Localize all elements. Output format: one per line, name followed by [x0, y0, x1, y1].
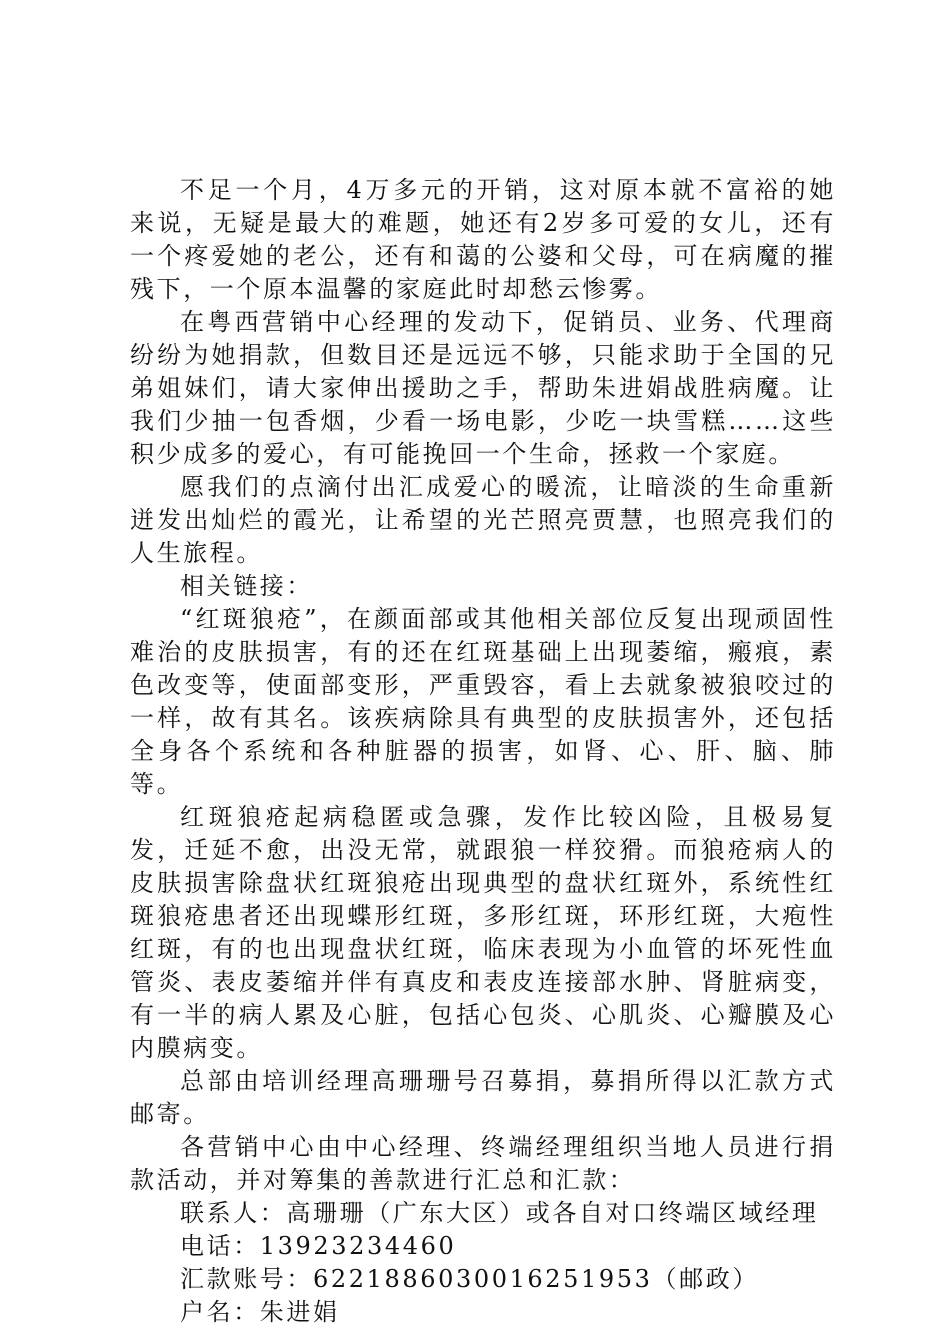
paragraph-donation-appeal: 在粤西营销中心经理的发动下，促销员、业务、代理商纷纷为她捐款，但数目还是远远不够，只能求助于全国的兄弟姐妹们，请大家伸出援助之手，帮助朱进娟战胜病魔。让我们少抽一包香烟，少看一场电影，少吃一块雪糕……这些积少成多的爱心，有可能挽回一个生命，拯救一个家庭。	[130, 308, 836, 468]
phone-line: 电话：13923234460	[180, 1232, 457, 1260]
paragraph-wish: 愿我们的点滴付出汇成爱心的暖流，让暗淡的生命重新迸发出灿烂的霞光，让希望的光芒照亮贾慧，也照亮我们的人生旅程。	[130, 473, 836, 567]
contact-person-line: 联系人：高珊珊（广东大区）或各自对口终端区域经理	[180, 1199, 819, 1227]
paragraph-headquarters-fundraising: 总部由培训经理高珊珊号召募捐，募捐所得以汇款方式邮寄。	[130, 1067, 836, 1128]
paragraph-lupus-symptoms: 红斑狼疮起病稳匿或急骤，发作比较凶险，且极易复发，迁延不愈，出没无常，就跟狼一样狡猾。而狼疮病人的皮肤损害除盘状红斑狼疮出现典型的盘状红斑外，系统性红斑狼疮患者还出现蝶形红斑，多形红斑，环形红斑，大疱性红斑，有的也出现盘状红斑，临床表现为小血管的坏死性血管炎、表皮萎缩并伴有真皮和表皮连接部水肿、肾脏病变，有一半的病人累及心脏，包括心包炎、心肌炎、心瓣膜及心内膜病变。	[130, 803, 836, 1062]
account-name-line: 户名：朱进娟	[180, 1298, 340, 1326]
bank-account-line: 汇款账号：6221886030016251953（邮政）	[180, 1265, 759, 1293]
paragraph-lupus-definition: “红斑狼疮”，在颜面部或其他相关部位反复出现顽固性难治的皮肤损害，有的还在红斑基础上出现萎缩，瘢痕，素色改变等，使面部变形，严重毁容，看上去就象被狼咬过的一样，故有其名。该疾病除具有典型的皮肤损害外，还包括全身各个系统和各种脏器的损害，如肾、心、肝、脑、肺等。	[130, 605, 836, 798]
paragraph-center-fundraising: 各营销中心由中心经理、终端经理组织当地人员进行捐款活动，并对筹集的善款进行汇总和汇款：	[130, 1133, 836, 1194]
document-body	[130, 174, 836, 1329]
related-links-heading: 相关链接：	[180, 572, 313, 600]
paragraph-medical-cost: 不足一个月，4万多元的开销，这对原本就不富裕的她来说，无疑是最大的难题，她还有2岁多可爱的女儿，还有一个疼爱她的老公，还有和蔼的公婆和父母，可在病魔的摧残下，一个原本温馨的家庭此时却愁云惨雾。	[130, 176, 836, 303]
